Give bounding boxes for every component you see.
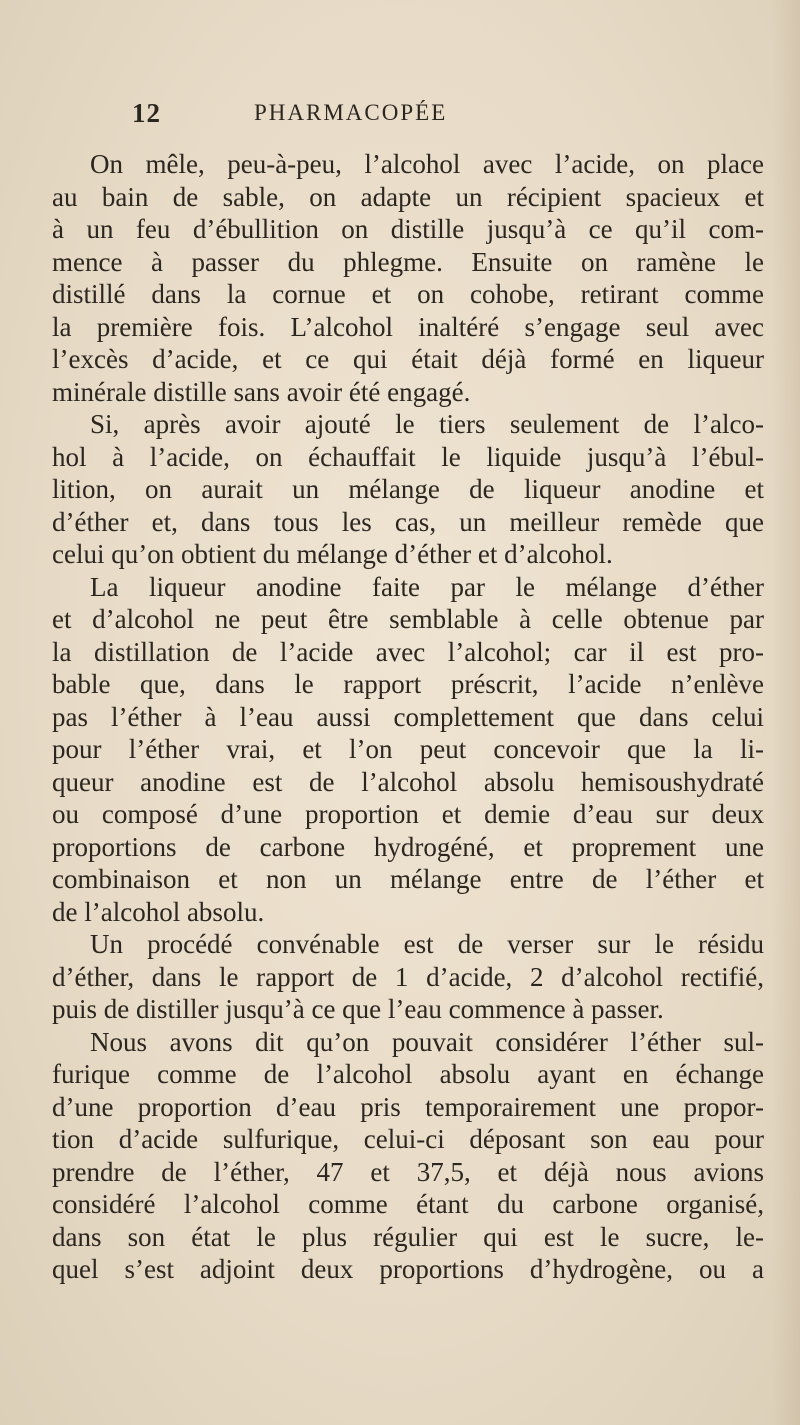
text-line: bable que, dans le rapport préscrit, l’acide n’enlève	[52, 669, 764, 699]
text-line: celui qu’on obtient du mélange d’éther et d’alcohol.	[52, 539, 613, 569]
text-line: à un feu d’ébullition on distille jusqu’à ce qu’il com-	[52, 214, 764, 244]
text-line: distillé dans la cornue et on cohobe, retirant comme	[52, 279, 764, 309]
text-line: pour l’éther vrai, et l’on peut concevoir que la li-	[52, 734, 764, 764]
text-line: Nous avons dit qu’on pouvait considérer l’éther sul-	[90, 1026, 764, 1057]
text-line: minérale distille sans avoir été engagé.	[52, 376, 471, 407]
text-line: Si, après avoir ajouté le tiers seulement de l’alco-	[90, 409, 764, 439]
text-line: d’éther et, dans tous les cas, un meilleur remède que	[52, 506, 764, 537]
text-line: prendre de l’éther, 47 et 37,5, et déjà nous avions	[52, 1156, 764, 1187]
text-line: hol à l’acide, on échauffait le liquide jusqu’à l’ébul-	[52, 441, 764, 472]
text-line: puis de distiller jusqu’à ce que l’eau commence à passer.	[52, 994, 664, 1024]
text-line: pas l’éther à l’eau aussi complettement que dans celui	[52, 701, 764, 732]
text-line: proportions de carbone hydrogéné, et proprement une	[52, 831, 764, 862]
text-line: ou composé d’une proportion et demie d’eau sur deux	[52, 799, 764, 829]
text-line: On mêle, peu-à-peu, l’alcohol avec l’acide, on place	[90, 149, 764, 179]
text-line: Un procédé convénable est de verser sur le résidu	[90, 929, 764, 959]
page-number: 12	[132, 98, 161, 128]
text-line: de l’alcohol absolu.	[52, 896, 265, 927]
text-line: d’éther, dans le rapport de 1 d’acide, 2 d’alcohol rectifié,	[52, 961, 764, 992]
text-line: au bain de sable, on adapte un récipient spacieux et	[52, 181, 764, 212]
text-line: l’excès d’acide, et ce qui était déjà formé en liqueur	[52, 344, 764, 374]
text-line: la distillation de l’acide avec l’alcohol; car il est pro-	[52, 636, 764, 667]
text-line: queur anodine est de l’alcohol absolu hemisoushydraté	[52, 766, 764, 797]
text-line: considéré l’alcohol comme étant du carbone organisé,	[52, 1189, 764, 1219]
text-line: lition, on aurait un mélange de liqueur anodine et	[52, 474, 764, 504]
running-title: PHARMACOPÉE	[254, 100, 448, 125]
text-line: quel s’est adjoint deux proportions d’hydrogène, ou a	[52, 1254, 764, 1284]
text-line: et d’alcohol ne peut être semblable à celle obtenue par	[52, 604, 764, 634]
text-line: La liqueur anodine faite par le mélange d’éther	[90, 571, 764, 602]
text-line: d’une proportion d’eau pris temporairement une propor-	[52, 1091, 764, 1122]
running-head	[0, 98, 800, 138]
body-text	[52, 148, 764, 1286]
text-line: tion d’acide sulfurique, celui-ci déposant son eau pour	[52, 1124, 764, 1154]
text-line: dans son état le plus régulier qui est le sucre, le-	[52, 1221, 764, 1252]
text-line: combinaison et non un mélange entre de l’éther et	[52, 864, 764, 894]
text-line: mence à passer du phlegme. Ensuite on ramène le	[52, 246, 764, 277]
text-line: furique comme de l’alcohol absolu ayant en échange	[52, 1059, 764, 1089]
text-line: la première fois. L’alcohol inaltéré s’engage seul avec	[52, 311, 764, 342]
